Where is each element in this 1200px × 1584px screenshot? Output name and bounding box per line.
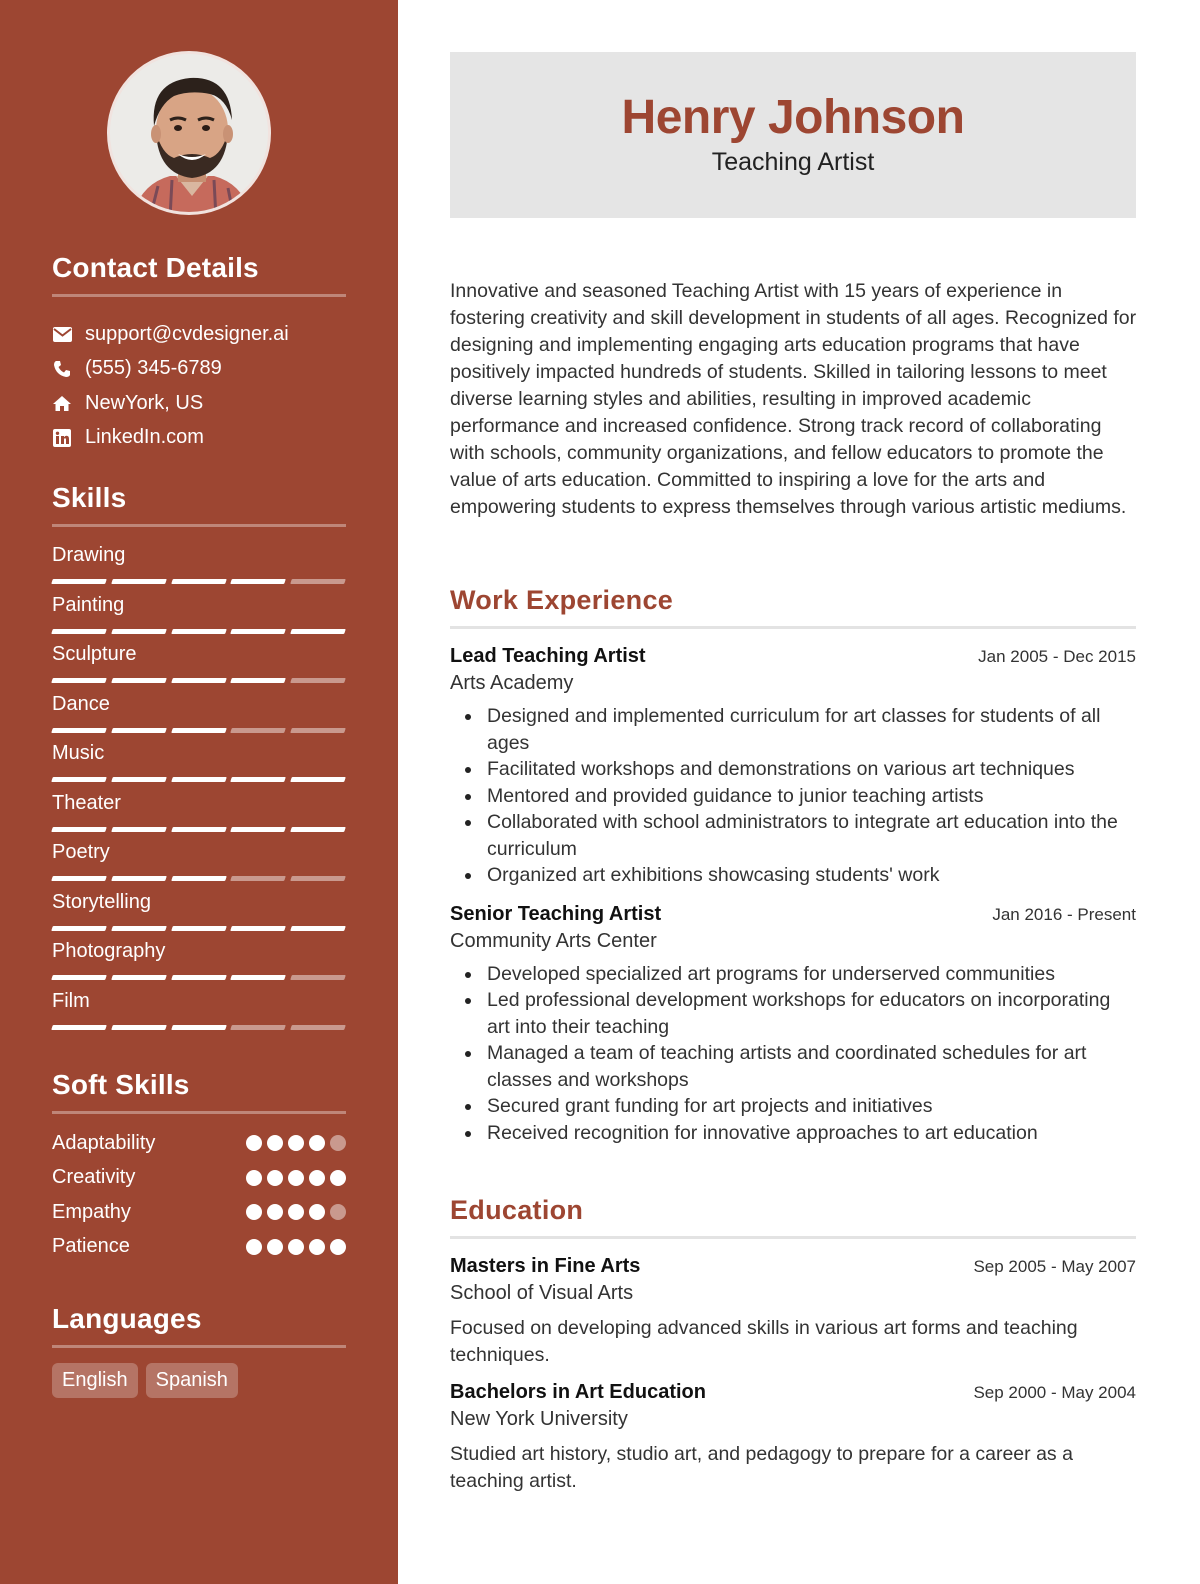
- soft-skills-title: Soft Skills: [52, 1069, 190, 1100]
- skill-level-segment: [171, 777, 227, 782]
- home-icon: [52, 393, 72, 413]
- divider: [52, 524, 346, 527]
- skill-level-segment: [171, 728, 227, 733]
- job-date: Jan 2005 - Dec 2015: [978, 647, 1136, 666]
- skill-level-segment: [230, 678, 286, 683]
- job-role: Lead Teaching Artist: [450, 645, 646, 667]
- skill-level-segment: [230, 777, 286, 782]
- skill-level-segment: [290, 579, 346, 584]
- skill-level-segment: [111, 876, 167, 881]
- skill-level-segment: [51, 678, 107, 683]
- skill-level-segment: [51, 827, 107, 832]
- skill-level-segment: [230, 975, 286, 980]
- skill-name: Drawing: [52, 544, 126, 566]
- rating-dot: [309, 1204, 325, 1220]
- education-title: Education: [450, 1195, 584, 1225]
- skill-level-segment: [171, 926, 227, 931]
- education-entry: [450, 1381, 1136, 1495]
- name-header: [450, 52, 1136, 218]
- soft-skill-item: [52, 1161, 346, 1196]
- rating-dot: [267, 1239, 283, 1255]
- skill-level-bar: [52, 777, 345, 783]
- rating-dot: [246, 1170, 262, 1186]
- skill-level-segment: [230, 728, 286, 733]
- rating-dot: [309, 1135, 325, 1151]
- skill-level-segment: [51, 1025, 107, 1030]
- rating-dot: [330, 1204, 346, 1220]
- bullet-item: Received recognition for innovative approaches to art education: [450, 1120, 1136, 1147]
- soft-skills-list: [52, 1126, 346, 1264]
- experience-entry: [450, 903, 1136, 1147]
- skill-level-segment: [111, 579, 167, 584]
- skill-level-segment: [230, 1025, 286, 1030]
- rating-dot: [288, 1170, 304, 1186]
- school: New York University: [450, 1408, 628, 1430]
- bullet-item: Collaborated with school administrators to integrate art education into the curriculum: [450, 809, 1136, 862]
- skill-level-segment: [171, 827, 227, 832]
- experience-section: [450, 585, 1136, 1146]
- job-organization: Community Arts Center: [450, 929, 657, 952]
- rating-dot: [330, 1239, 346, 1255]
- skill-level-segment: [111, 678, 167, 683]
- skill-name: Photography: [52, 940, 166, 962]
- soft-skill-item: [52, 1195, 346, 1230]
- skill-level-bar: [52, 975, 345, 981]
- education-date: Sep 2005 - May 2007: [973, 1257, 1136, 1276]
- skill-name: Theater: [52, 791, 121, 814]
- skill-level-segment: [290, 1025, 346, 1030]
- bullet-item: Developed specialized art programs for underserved communities: [450, 961, 1136, 988]
- skill-level-segment: [51, 777, 107, 782]
- job-bullets: [450, 703, 1136, 889]
- skill-level-segment: [171, 975, 227, 980]
- languages-title: Languages: [52, 1303, 202, 1334]
- languages-list: [52, 1363, 346, 1398]
- skill-level-segment: [111, 926, 167, 931]
- education-description: Focused on developing advanced skills in various art forms and teaching techniques.: [450, 1317, 1078, 1366]
- language-tag: Spanish: [146, 1363, 238, 1398]
- degree: Masters in Fine Arts: [450, 1255, 641, 1277]
- rating-dot: [246, 1204, 262, 1220]
- education-date: Sep 2000 - May 2004: [973, 1383, 1136, 1402]
- avatar: [107, 51, 271, 215]
- contact-list: [52, 317, 346, 455]
- skill-level-segment: [51, 876, 107, 881]
- education-entry: [450, 1255, 1136, 1369]
- skill-level-bar: [52, 926, 345, 932]
- rating-dot: [267, 1170, 283, 1186]
- contact-email[interactable]: [52, 317, 346, 352]
- soft-skill-name: Patience: [52, 1235, 130, 1258]
- skill-level-segment: [111, 629, 167, 634]
- skill-level-segment: [111, 777, 167, 782]
- bullet-item: Designed and implemented curriculum for art classes for students of all ages: [450, 703, 1136, 756]
- soft-skill-name: Adaptability: [52, 1131, 156, 1154]
- rating-dot: [246, 1135, 262, 1151]
- skill-level-bar: [52, 629, 345, 635]
- skill-level-segment: [51, 975, 107, 980]
- job-date: Jan 2016 - Present: [992, 904, 1136, 924]
- skill-item: [52, 939, 346, 989]
- skill-level-segment: [230, 579, 286, 584]
- skill-level-segment: [290, 876, 346, 881]
- skill-level-segment: [230, 926, 286, 931]
- job-title: Teaching Artist: [711, 148, 875, 176]
- skill-item: [52, 741, 346, 791]
- skill-level-segment: [171, 876, 227, 881]
- rating-dot: [288, 1135, 304, 1151]
- skill-level-segment: [230, 629, 286, 634]
- rating-dot: [309, 1239, 325, 1255]
- rating-dot: [330, 1170, 346, 1186]
- contact-location-text: NewYork, US: [85, 391, 204, 414]
- skill-name: Painting: [52, 593, 125, 616]
- skill-level-segment: [171, 1025, 227, 1030]
- contact-title: Contact Details: [52, 252, 259, 283]
- skill-level-segment: [290, 629, 346, 634]
- skill-level-segment: [290, 827, 346, 832]
- skill-level-bar: [52, 678, 345, 684]
- divider: [450, 1236, 1136, 1239]
- divider: [450, 626, 1136, 629]
- skill-level-bar: [52, 827, 345, 833]
- skill-level-bar: [52, 876, 345, 882]
- skill-item: [52, 543, 346, 593]
- skill-level-segment: [230, 876, 286, 881]
- skill-level-segment: [51, 728, 107, 733]
- rating-dot: [330, 1135, 346, 1151]
- skills-section: [52, 482, 346, 1038]
- skill-name: Dance: [52, 692, 110, 715]
- skill-level-segment: [171, 629, 227, 634]
- bullet-item: Organized art exhibitions showcasing students' work: [450, 862, 1136, 889]
- soft-skill-item: [52, 1230, 346, 1265]
- skills-list: [52, 543, 346, 1038]
- skill-name: Music: [52, 742, 105, 764]
- contact-phone[interactable]: [52, 352, 346, 387]
- skill-level-bar: [52, 728, 345, 734]
- rating-dot: [267, 1135, 283, 1151]
- soft-skill-rating: [246, 1170, 346, 1186]
- divider: [52, 294, 346, 297]
- divider: [52, 1345, 346, 1348]
- skill-level-segment: [171, 579, 227, 584]
- rating-dot: [288, 1239, 304, 1255]
- soft-skill-rating: [246, 1204, 346, 1220]
- skill-name: Sculpture: [52, 643, 137, 665]
- job-role: Senior Teaching Artist: [450, 902, 662, 925]
- skill-level-segment: [51, 629, 107, 634]
- contact-section: [52, 252, 346, 455]
- contact-linkedin[interactable]: [52, 421, 346, 456]
- skill-level-segment: [51, 926, 107, 931]
- languages-section: [52, 1303, 346, 1398]
- contact-phone-text: (555) 345-6789: [85, 357, 222, 380]
- summary-paragraph: Innovative and seasoned Teaching Artist with 15 years of experience in fostering creativity and skill development in students of all ages. Recognized for designing and implementing engaging arts education programs that have positively impacted hundreds of students. Skilled in tailoring lessons to meet diverse learning styles and abilities, resulting in improved academic performance and increased confidence. Strong track record of collaborating with schools, community organizations, and fellow educators to promote the value of arts education. Committed to inspiring a love for the arts and empowering students to express themselves through various artistic mediums.: [450, 280, 1137, 518]
- skill-level-segment: [290, 777, 346, 782]
- person-name: Henry Johnson: [621, 91, 965, 144]
- skill-level-segment: [290, 728, 346, 733]
- education-section: [450, 1195, 1136, 1495]
- bullet-item: Managed a team of teaching artists and coordinated schedules for art classes and workshops: [450, 1040, 1136, 1093]
- experience-title: Work Experience: [450, 585, 674, 615]
- phone-icon: [52, 359, 72, 379]
- skill-level-segment: [51, 579, 107, 584]
- divider: [52, 1111, 346, 1114]
- skill-level-segment: [111, 975, 167, 980]
- skill-item: [52, 692, 346, 742]
- skill-level-segment: [111, 827, 167, 832]
- bullet-item: Facilitated workshops and demonstrations on various art techniques: [450, 756, 1136, 783]
- sidebar: [0, 0, 398, 1584]
- contact-location: [52, 386, 346, 421]
- linkedin-icon: [52, 428, 72, 448]
- skill-name: Poetry: [52, 841, 110, 863]
- skill-item: [52, 791, 346, 841]
- skill-level-bar: [52, 1025, 345, 1031]
- skill-level-segment: [290, 926, 346, 931]
- language-tag: English: [52, 1363, 138, 1398]
- soft-skill-name: Empathy: [52, 1200, 131, 1223]
- degree: Bachelors in Art Education: [450, 1381, 706, 1403]
- skill-name: Storytelling: [52, 890, 151, 913]
- soft-skill-item: [52, 1126, 346, 1161]
- skill-item: [52, 989, 346, 1039]
- soft-skill-rating: [246, 1135, 346, 1151]
- job-organization: Arts Academy: [450, 672, 574, 694]
- rating-dot: [267, 1204, 283, 1220]
- bullet-item: Mentored and provided guidance to junior teaching artists: [450, 783, 1136, 810]
- experience-entry: [450, 645, 1136, 889]
- rating-dot: [309, 1170, 325, 1186]
- skill-level-segment: [290, 975, 346, 980]
- skill-level-segment: [171, 678, 227, 683]
- contact-linkedin-text: LinkedIn.com: [85, 426, 204, 449]
- soft-skill-rating: [246, 1239, 346, 1255]
- skill-item: [52, 890, 346, 940]
- education-description: Studied art history, studio art, and pedagogy to prepare for a career as a teaching artist.: [450, 1443, 1073, 1492]
- rating-dot: [246, 1239, 262, 1255]
- envelope-icon: [52, 324, 72, 344]
- skill-item: [52, 593, 346, 643]
- skills-title: Skills: [52, 482, 127, 513]
- rating-dot: [288, 1204, 304, 1220]
- soft-skills-section: [52, 1069, 346, 1264]
- bullet-item: Led professional development workshops for educators on incorporating art into their teaching: [450, 987, 1136, 1040]
- skill-item: [52, 840, 346, 890]
- contact-email-text: support@cvdesigner.ai: [85, 322, 289, 345]
- skill-name: Film: [52, 989, 90, 1012]
- skill-item: [52, 642, 346, 692]
- skill-level-segment: [111, 1025, 167, 1030]
- skill-level-segment: [230, 827, 286, 832]
- skill-level-segment: [111, 728, 167, 733]
- skill-level-bar: [52, 579, 345, 585]
- school: School of Visual Arts: [450, 1282, 634, 1304]
- bullet-item: Secured grant funding for art projects and initiatives: [450, 1093, 1136, 1120]
- job-bullets: [450, 961, 1136, 1147]
- skill-level-segment: [290, 678, 346, 683]
- soft-skill-name: Creativity: [52, 1166, 136, 1189]
